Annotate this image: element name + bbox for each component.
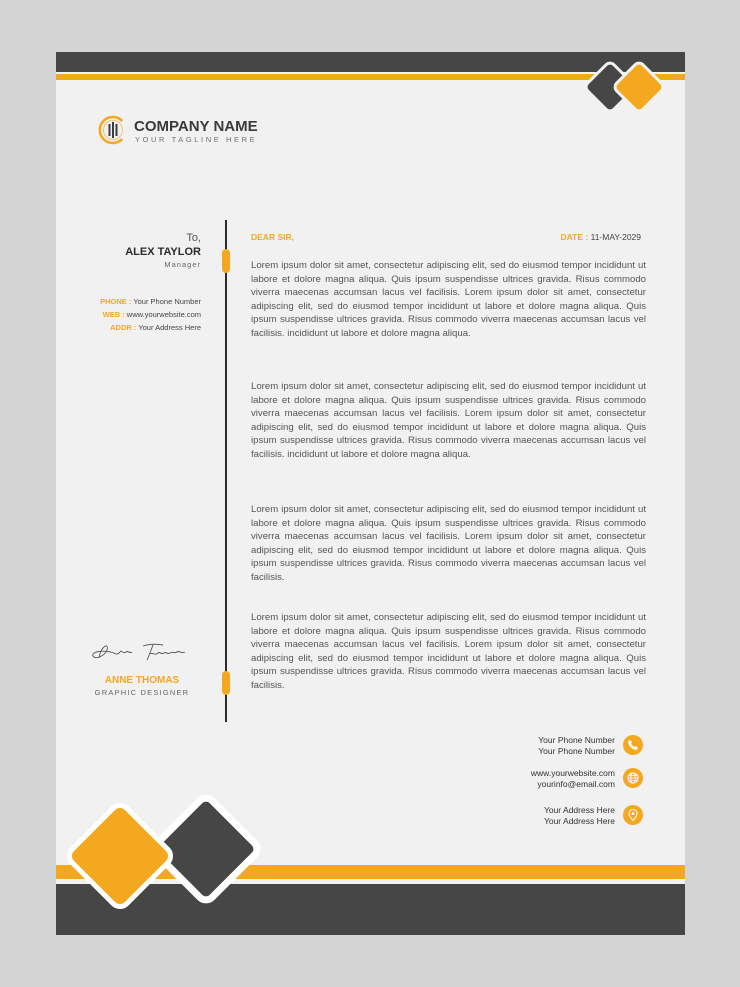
address-lines [544, 805, 615, 827]
body-paragraph: Lorem ipsum dolor sit amet, consectetur adipiscing elit, sed do eiusmod tempor incididunt ut labore et dolore magna aliqua. Quis ipsum suspendisse ultrices gravida. Risus commodo viverra maecenas accumsan lacus vel facilisis. Lorem ipsum dolor sit amet, consectetur adipiscing elit, sed do eiusmod tempor incididunt ut labore et dolore magna aliqua. Quis ipsum suspendisse ultrices gravida. Risus commodo viverra maecenas accumsan lacus vel facilisis. [251, 504, 646, 583]
date-label: DATE : [560, 232, 589, 242]
phone-value: Your Phone Number [133, 297, 201, 306]
signature-image [87, 640, 197, 664]
address-line: Your Address Here [543, 816, 615, 826]
company-name: COMPANY NAME [134, 118, 258, 135]
address-value: Your Address Here [138, 323, 201, 332]
body-paragraph: Lorem ipsum dolor sit amet, consectetur adipiscing elit, sed do eiusmod tempor incididunt ut labore et dolore magna aliqua. Quis ipsum suspendisse ultrices gravida. Risus commodo viverra maecenas accumsan lacus vel facilisis. Lorem ipsum dolor sit amet, consectetur adipiscing elit, sed do eiusmod tempor incididunt ut labore et dolore magna aliqua. Quis ipsum suspendisse ultrices gravida. Risus commodo viverra maecenas accumsan lacus vel facilisis. incididunt ut labore et dolore magna aliqua. [251, 260, 646, 339]
signer-title: GRAPHIC DESIGNER [94, 688, 190, 697]
divider-accent-bottom [222, 671, 230, 695]
website-line: www.yourwebsite.com [530, 768, 615, 778]
body-paragraph: Lorem ipsum dolor sit amet, consectetur adipiscing elit, sed do eiusmod tempor incididunt ut labore et dolore magna aliqua. Quis ipsum suspendisse ultrices gravida. Risus commodo viverra maecenas accumsan lacus vel facilisis. Lorem ipsum dolor sit amet, consectetur adipiscing elit, sed do eiusmod tempor incididunt ut labore et dolore magna aliqua. Quis ipsum suspendisse ultrices gravida. Risus commodo viverra maecenas accumsan lacus vel facilisis. [251, 612, 646, 691]
header-dark-bar [56, 52, 685, 72]
recipient-title: Manager [164, 260, 201, 269]
contact-left-block [100, 295, 201, 334]
company-tagline: YOUR TAGLINE HERE [135, 135, 258, 144]
recipient-block [125, 232, 201, 269]
contact-web-row [100, 308, 201, 321]
salutation: DEAR SIR, [251, 232, 294, 242]
body-paragraph: Lorem ipsum dolor sit amet, consectetur adipiscing elit, sed do eiusmod tempor incididunt ut labore et dolore magna aliqua. Quis ipsum suspendisse ultrices gravida. Risus commodo viverra maecenas accumsan lacus vel facilisis. Lorem ipsum dolor sit amet, consectetur adipiscing elit, sed do eiusmod tempor incididunt ut labore et dolore magna aliqua. Quis ipsum suspendisse ultrices gravida. Risus commodo viverra maecenas accumsan lacus vel facilisis. incididunt ut labore et dolore magna aliqua. [251, 381, 646, 460]
recipient-name: ALEX TAYLOR [125, 246, 201, 258]
web-lines [531, 768, 615, 790]
letterhead-page [56, 52, 685, 935]
signer-name: ANNE THOMAS [104, 675, 180, 686]
address-label: ADDR : [110, 323, 137, 332]
company-logo-icon [98, 115, 128, 145]
phone-line: Your Phone Number [538, 735, 615, 745]
address-line: Your Address Here [543, 805, 615, 815]
web-label: WEB : [102, 310, 125, 319]
email-line: yourinfo@email.com [537, 779, 615, 789]
contact-address-row [100, 321, 201, 334]
phone-lines [538, 735, 615, 757]
phone-icon [623, 735, 643, 755]
location-pin-icon [623, 805, 643, 825]
phone-label: PHONE : [100, 297, 132, 306]
web-value: www.yourwebsite.com [126, 310, 201, 319]
letter-date [561, 232, 641, 242]
to-label: To, [186, 232, 201, 244]
vertical-divider [225, 220, 227, 722]
divider-accent-top [222, 249, 230, 273]
signature-block [82, 640, 202, 697]
contact-phone-row [100, 295, 201, 308]
phone-line: Your Phone Number [538, 746, 615, 756]
date-value: 11-MAY-2029 [590, 232, 641, 242]
footer-dark-bar [56, 884, 685, 935]
globe-icon [623, 768, 643, 788]
